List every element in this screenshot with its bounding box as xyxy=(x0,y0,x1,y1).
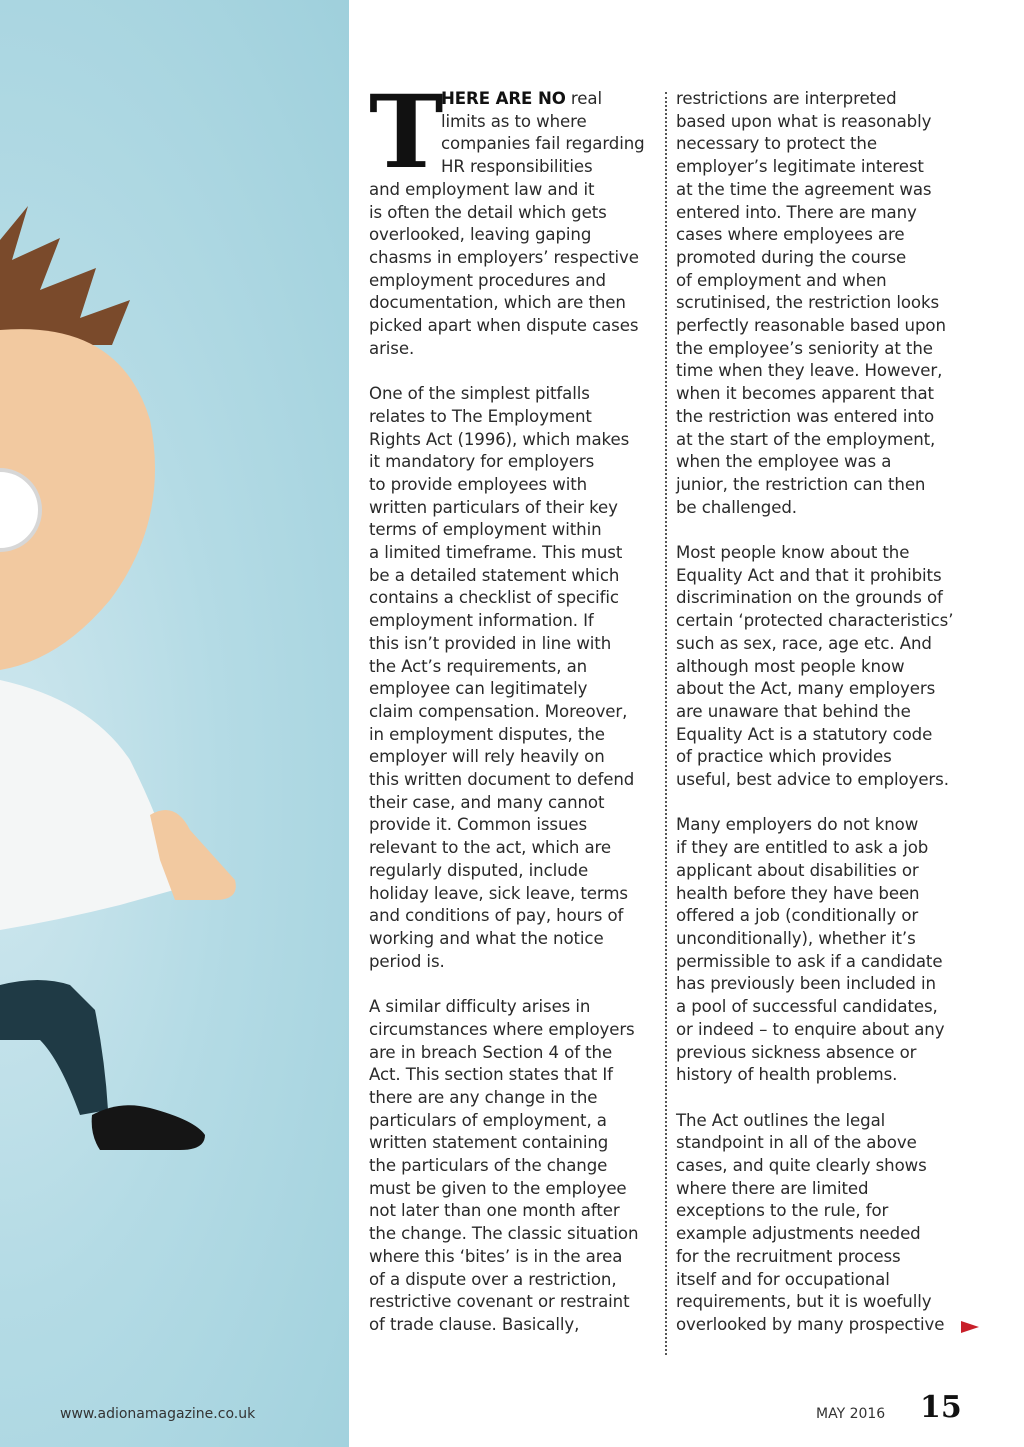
trousers-shape xyxy=(0,980,108,1115)
hair-shape xyxy=(0,206,130,345)
paragraph: Many employers do not know if they are entitled to ask a job applicant about disabilities or health before they have been offered a job (conditionally or unconditionally), whether it’s permissible to ask if a candidate has previously been included in a pool of successful candidates, or indeed – to enquire about any previous sickness absence or history of health problems. xyxy=(676,815,945,1085)
continue-arrow-icon xyxy=(961,1321,979,1333)
paragraph: restrictions are interpreted based upon what is reasonably necessary to protect the employer’s legitimate interest at the time the agreement was entered into. There are many cases where employees are promoted during the course of employment and when scrutinised, the restriction looks perfectly reasonable based upon the employee’s seniority at the time when they leave. However, when it becomes apparent that the restriction was entered into at the start of the employment, when the employee was a junior, the restriction can then be challenged. xyxy=(676,89,946,517)
paragraph: The Act outlines the legal standpoint in all of the above cases, and quite clearly shows where there are limited exceptions to the rule, for example adjustments needed for the recruitment process itself and for occupational requirements, but it is woefully overlooked by many prospective xyxy=(676,1110,945,1334)
page-number: 15 xyxy=(920,1390,962,1425)
footer-date: MAY 2016 xyxy=(816,1406,886,1422)
lead-paragraph xyxy=(369,73,661,360)
illustration-panel xyxy=(0,0,349,1447)
lead-indent-body: real limits as to where companies fail regarding HR responsibilities xyxy=(441,89,645,177)
shoe-shape xyxy=(92,1105,205,1150)
paragraph: One of the simplest pitfalls relates to The Employment Rights Act (1996), which makes it mandatory for employers to provide employees with written particulars of their key terms of employment within a limited timeframe. This must be a detailed statement which contains a checklist of specific employment information. If this isn’t provided in line with the Act’s requirements, an employee can legitimately claim compensation. Moreover, in employment disputes, the employer will rely heavily on this written document to defend their case, and many cannot provide it. Common issues relevant to the act, which are regularly disputed, include holiday leave, sick leave, terms and conditions of pay, hours of working and what the notice period is. xyxy=(369,384,635,971)
paragraph: A similar difficulty arises in circumstances where employers are in breach Section 4 of the Act. This section states that If there are any change in the particulars of employment, a written statement containing the particulars of the change must be given to the employee not later than one month after the change. The classic situation where this ‘bites’ is in the area of a dispute over a restriction, restrictive covenant or restraint of trade clause. Basically, xyxy=(369,997,639,1334)
article-column-2 xyxy=(676,88,972,1359)
article-column-1 xyxy=(369,73,661,1359)
drop-cap: T xyxy=(369,73,444,191)
paragraph: Most people know about the Equality Act and that it prohibits discrimination on the grounds of certain ‘protected characteristics’ such as sex, race, age etc. And although most people know about the Act, many employers are unaware that behind the Equality Act is a statutory code of practice which provides useful, best advice to employers. xyxy=(676,543,954,790)
lead-bold-text: HERE ARE NO xyxy=(441,89,566,108)
footer-url: www.adionamagazine.co.uk xyxy=(60,1406,256,1422)
cartoon-man-illustration xyxy=(0,0,349,1447)
lead-rest-text: and employment law and it is often the detail which gets overlooked, leaving gaping chasms in employers’ respective employment procedures and documentation, which are then picked apart when dispute cases arise. xyxy=(369,179,639,358)
column-divider xyxy=(665,92,667,1355)
